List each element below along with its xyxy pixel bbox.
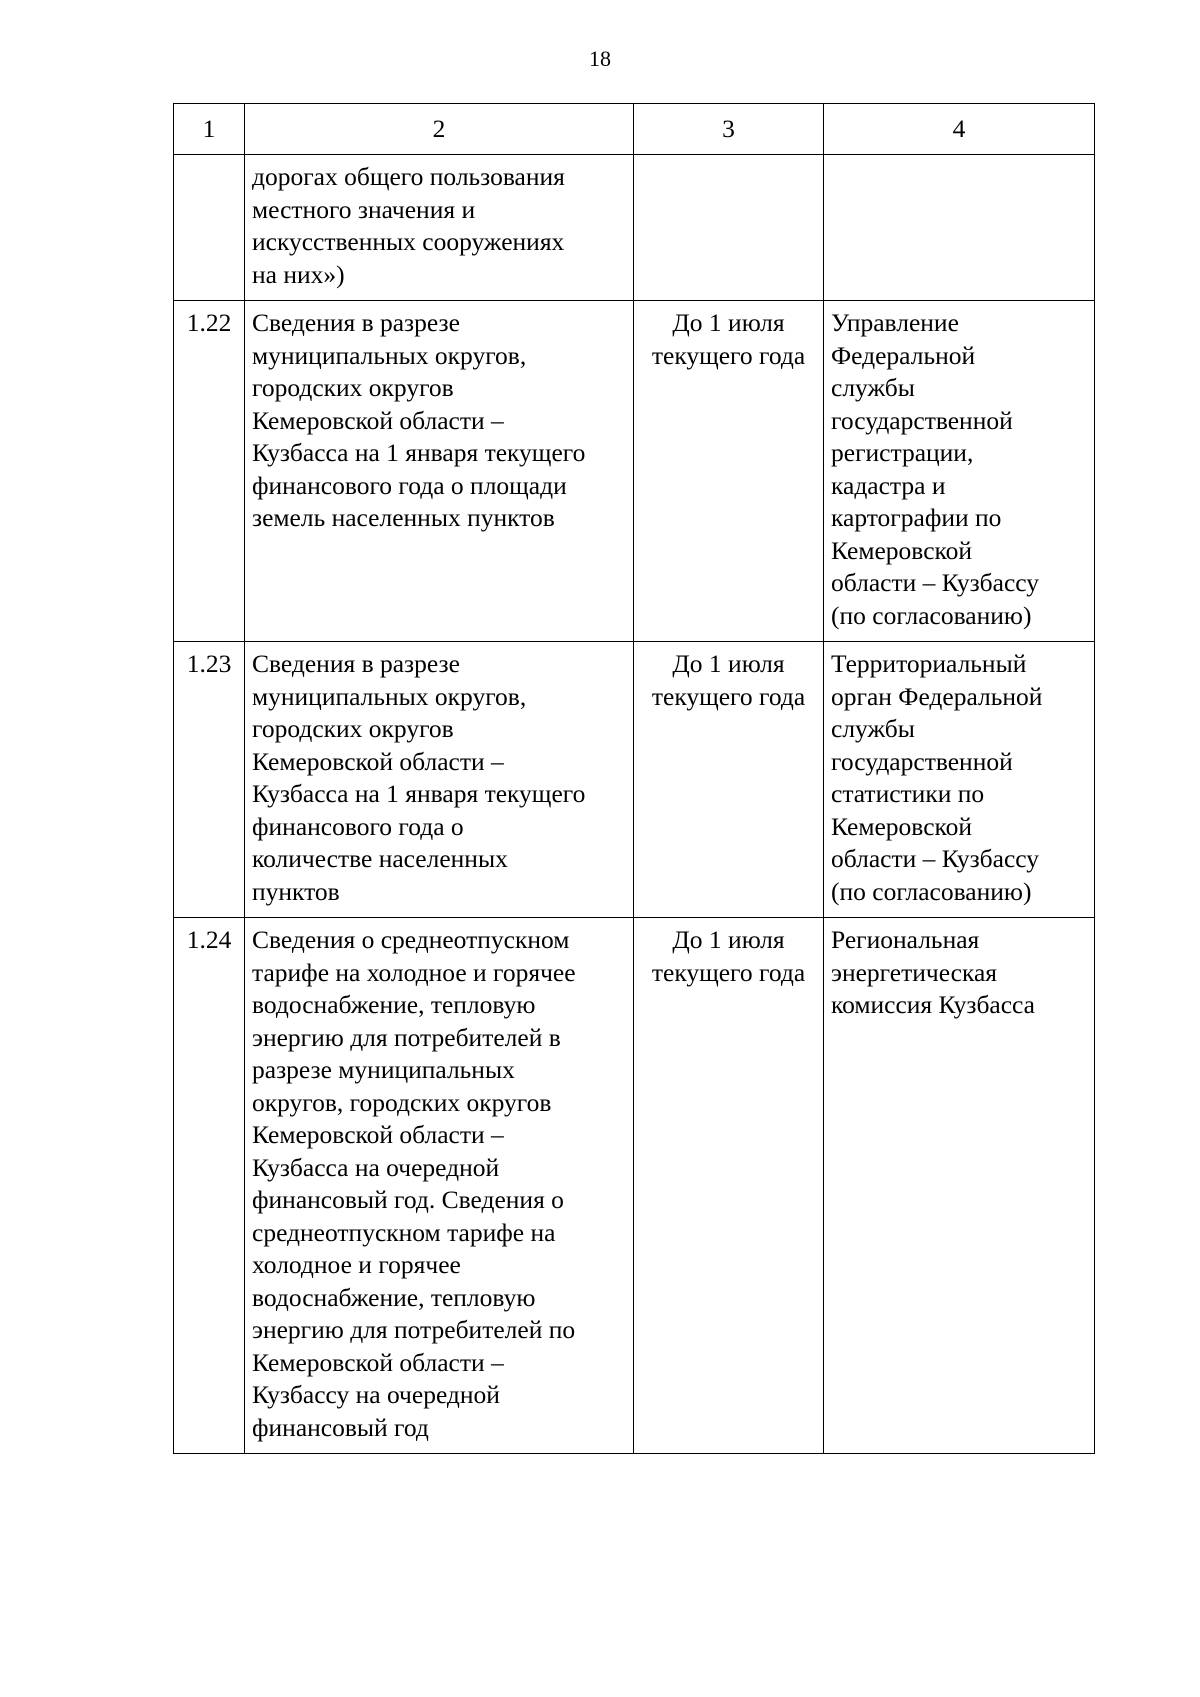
responsible-text: Управление Федеральной службы государственной регистрации, кадастра и картографии по Кемеровской области – Кузбассу (по согласованию)	[831, 308, 1039, 630]
deadline-text: До 1 июля текущего года	[651, 308, 806, 370]
row-number-cell	[174, 155, 245, 301]
table-row	[174, 155, 1095, 301]
description-text: дорогах общего пользования местного значения и искусственных сооружениях на них»)	[252, 162, 565, 289]
row-number-cell	[174, 918, 245, 1454]
column-header: 1	[174, 104, 245, 155]
column-header: 3	[634, 104, 824, 155]
row-number-cell	[174, 301, 245, 642]
description-cell	[245, 301, 634, 642]
table-row	[174, 918, 1095, 1454]
deadline-cell	[634, 301, 824, 642]
row-number: 1.22	[186, 308, 232, 337]
deadline-cell	[634, 642, 824, 918]
deadline-text: До 1 июля текущего года	[651, 925, 806, 987]
column-header: 4	[824, 104, 1095, 155]
deadline-text: До 1 июля текущего года	[651, 649, 806, 711]
table-header-row	[174, 104, 1095, 155]
responsible-cell	[824, 642, 1095, 918]
deadline-cell	[634, 918, 824, 1454]
table-row	[174, 642, 1095, 918]
description-cell	[245, 918, 634, 1454]
description-cell	[245, 155, 634, 301]
data-table	[173, 103, 1095, 1454]
responsible-text: Региональная энергетическая комиссия Кузбасса	[831, 925, 1035, 1019]
column-header: 2	[245, 104, 634, 155]
row-number-cell	[174, 642, 245, 918]
description-text: Сведения о среднеотпускном тарифе на холодное и горячее водоснабжение, тепловую энергию для потребителей в разрезе муниципальных округов, городских округов Кемеровской области – Кузбасса на очередной финансовый год. Сведения о среднеотпускном тарифе на холодное и горячее водоснабжение, тепловую энергию для потребителей по Кемеровской области – Кузбассу на очередной финансовый год	[252, 925, 576, 1442]
description-cell	[245, 642, 634, 918]
responsible-cell	[824, 918, 1095, 1454]
responsible-cell	[824, 301, 1095, 642]
responsible-cell	[824, 155, 1095, 301]
description-text: Сведения в разрезе муниципальных округов, городских округов Кемеровской области – Кузбасса на 1 января текущего финансового года о площади земель населенных пунктов	[252, 308, 586, 532]
description-text: Сведения в разрезе муниципальных округов, городских округов Кемеровской области – Кузбасса на 1 января текущего финансового года о количестве населенных пунктов	[252, 649, 586, 906]
table-row	[174, 301, 1095, 642]
row-number: 1.23	[186, 649, 232, 678]
page-number: 18	[589, 46, 611, 71]
deadline-cell	[634, 155, 824, 301]
row-number: 1.24	[186, 925, 232, 954]
responsible-text: Территориальный орган Федеральной службы государственной статистики по Кемеровской области – Кузбассу (по согласованию)	[831, 649, 1043, 906]
